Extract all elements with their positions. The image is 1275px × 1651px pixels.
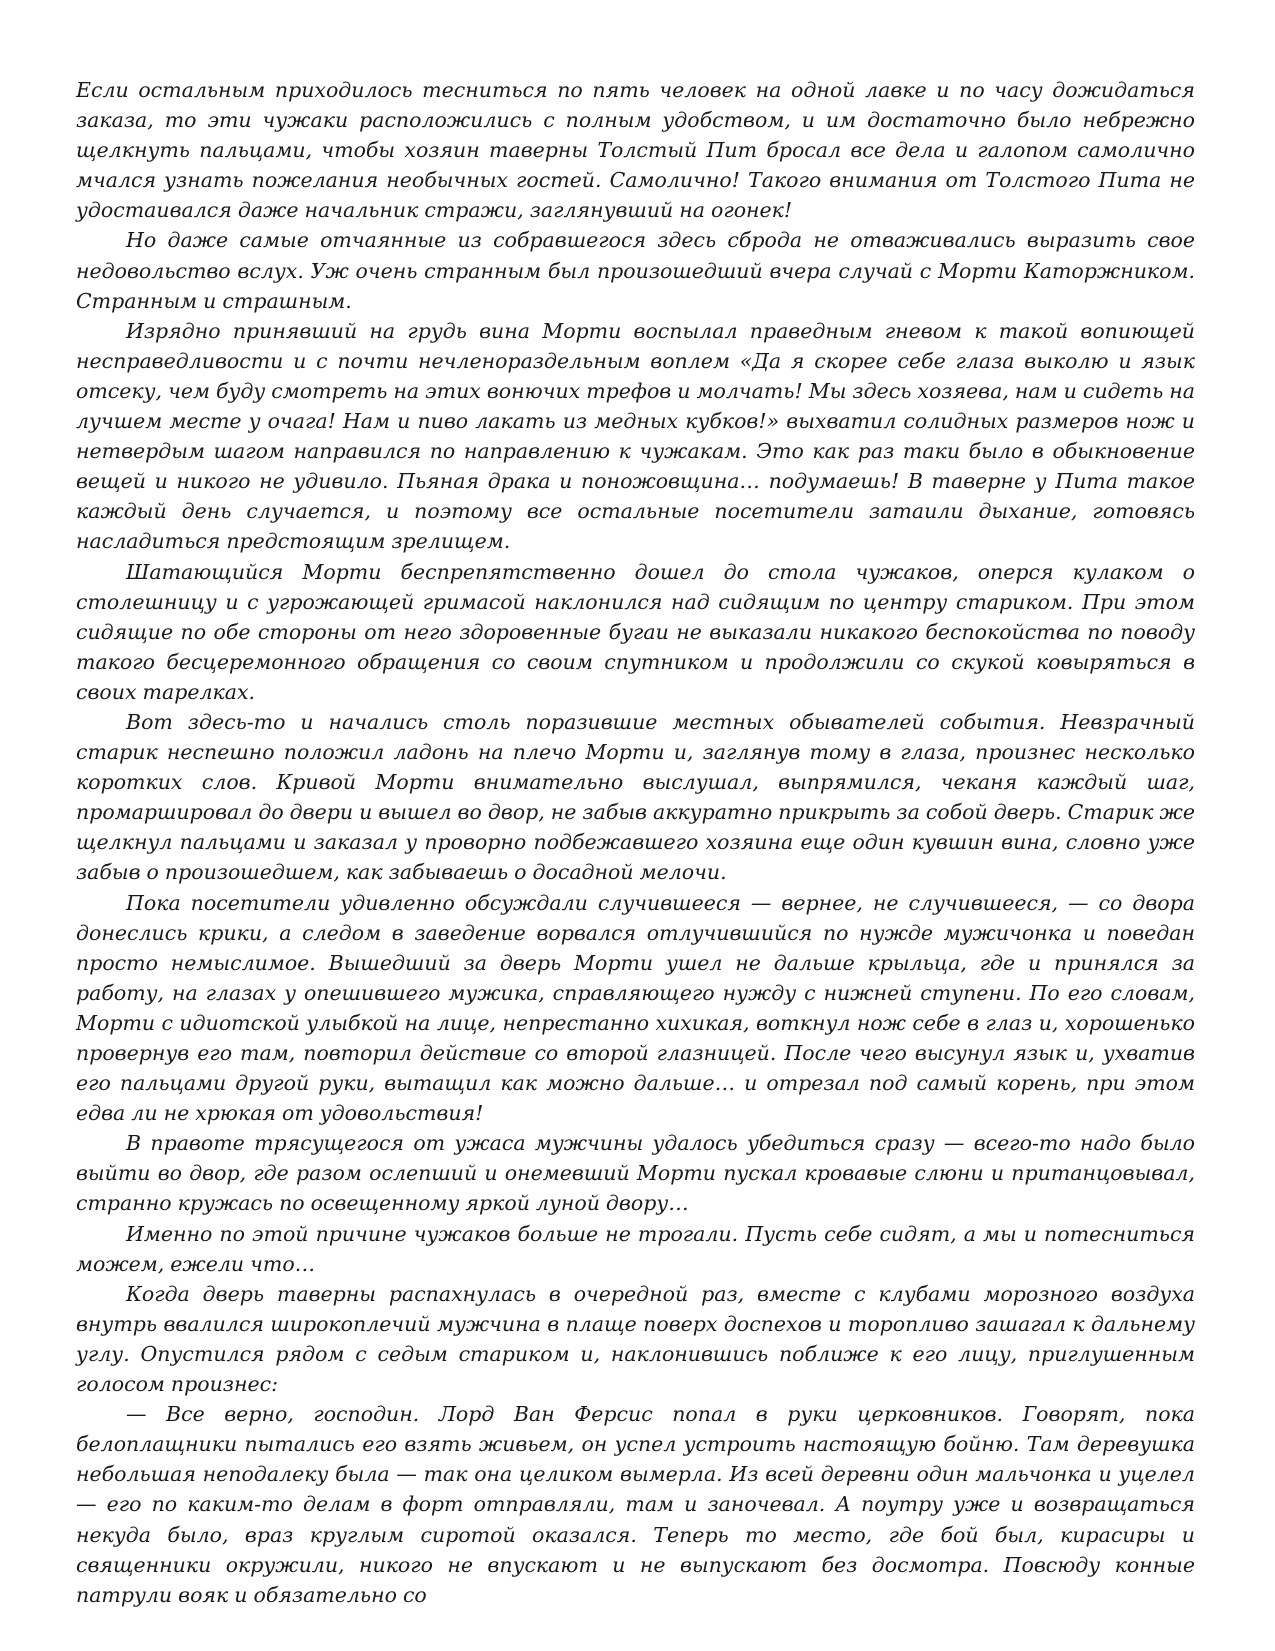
paragraph: Если остальным приходилось тесниться по пять человек на одной лавке и по часу дожидаться заказа, то эти чужаки расположились с полным удобством, и им достаточно было небрежно щелкнуть пальцами, чтобы хозяин таверны Толстый Пит бросал все дела и галопом самолично мчался узнать пожелания необычных гостей. Самолично! Такого внимания от Толстого Пита не удостаивался даже начальник стражи, заглянувший на огонек! (76, 78, 1195, 223)
body-text (76, 75, 1195, 1610)
paragraph: Когда дверь таверны распахнулась в очередной раз, вместе с клубами морозного воздуха внутрь ввалился широкоплечий мужчина в плаще поверх доспехов и торопливо зашагал к дальнему углу. Опустился рядом с седым стариком и, наклонившись поближе к его лицу, приглушенным голосом произнес: (76, 1281, 1195, 1397)
paragraph: Именно по этой причине чужаков больше не трогали. Пусть себе сидят, а мы и потесниться можем, ежели что… (76, 1221, 1195, 1276)
paragraph: Изрядно принявший на грудь вина Морти воспылал праведным гневом к такой вопиющей несправедливости и с почти нечленораздельным воплем «Да я скорее себе глаза выколю и язык отсеку, чем буду смотреть на этих вонючих трефов и молчать! Мы здесь хозяева, нам и сидеть на лучшем месте у очага! Нам и пиво лакать из медных кубков!» выхватил солидных размеров нож и нетвердым шагом направился по направлению к чужакам. Это как раз таки было в обыкновение вещей и никого не удивило. Пьяная драка и поножовщина… подумаешь! В таверне у Пита такое каждый день случается, и поэтому все остальные посетители затаили дыхание, готовясь насладиться предстоящим зрелищем. (76, 318, 1195, 554)
paragraph: В правоте трясущегося от ужаса мужчины удалось убедиться сразу — всего-то надо было выйти во двор, где разом ослепший и онемевший Морти пускал кровавые слюни и пританцовывал, странно кружась по освещенному яркой луной двору… (76, 1131, 1195, 1216)
paragraph: — Все верно, господин. Лорд Ван Ферсис попал в руки церковников. Говорят, пока белоплащники пытались его взять живьем, он успел устроить настоящую бойню. Там деревушка небольшая неподалеку была — так она целиком вымерла. Из всей деревни один мальчонка и уцелел — его по каким-то делам в форт отправляли, там и заночевал. А поутру уже и возвращаться некуда было, враз круглым сиротой оказался. Теперь то место, где бой был, кирасиры и священники окружили, никого не впускают и не выпускают без досмотра. Повсюду конные патрули вояк и обязательно со (76, 1402, 1195, 1607)
paragraph: Вот здесь-то и начались столь поразившие местных обывателей события. Невзрачный старик неспешно положил ладонь на плечо Морти и, заглянув тому в глаза, произнес несколько коротких слов. Кривой Морти внимательно выслушал, выпрямился, чеканя каждый шаг, промаршировал до двери и вышел во двор, не забыв аккуратно прикрыть за собой дверь. Старик же щелкнул пальцами и заказал у проворно подбежавшего хозяина еще один кувшин вина, словно уже забыв о произошедшем, как забываешь о досадной мелочи. (76, 709, 1195, 885)
paragraph: Шатающийся Морти беспрепятственно дошел до стола чужаков, оперся кулаком о столешницу и с угрожающей гримасой наклонился над сидящим по центру стариком. При этом сидящие по обе стороны от него здоровенные бугаи не выказали никакого беспокойства по поводу такого бесцеремонного обращения со своим спутником и продолжили со скукой ковыряться в своих тарелках. (76, 559, 1195, 704)
paragraph: Пока посетители удивленно обсуждали случившееся — вернее, не случившееся, — со двора донеслись крики, а следом в заведение ворвался отлучившийся по нужде мужичонка и поведан просто немыслимое. Вышедший за дверь Морти ушел не дальше крыльца, где и принялся за работу, на глазах у опешившего мужика, справляющего нужду с нижней ступени. По его словам, Морти с идиотской улыбкой на лице, непрестанно хихикая, воткнул нож себе в глаз и, хорошенько провернув его там, повторил действие со второй глазницей. После чего высунул язык и, ухватив его пальцами другой руки, вытащил как можно дальше… и отрезал под самый корень, при этом едва ли не хрюкая от удовольствия! (76, 890, 1195, 1126)
paragraph: Но даже самые отчаянные из собравшегося здесь сброда не отваживались выразить свое недовольство вслух. Уж очень странным был произошедший вчера случай с Морти Каторжником. Странным и страшным. (76, 228, 1195, 313)
